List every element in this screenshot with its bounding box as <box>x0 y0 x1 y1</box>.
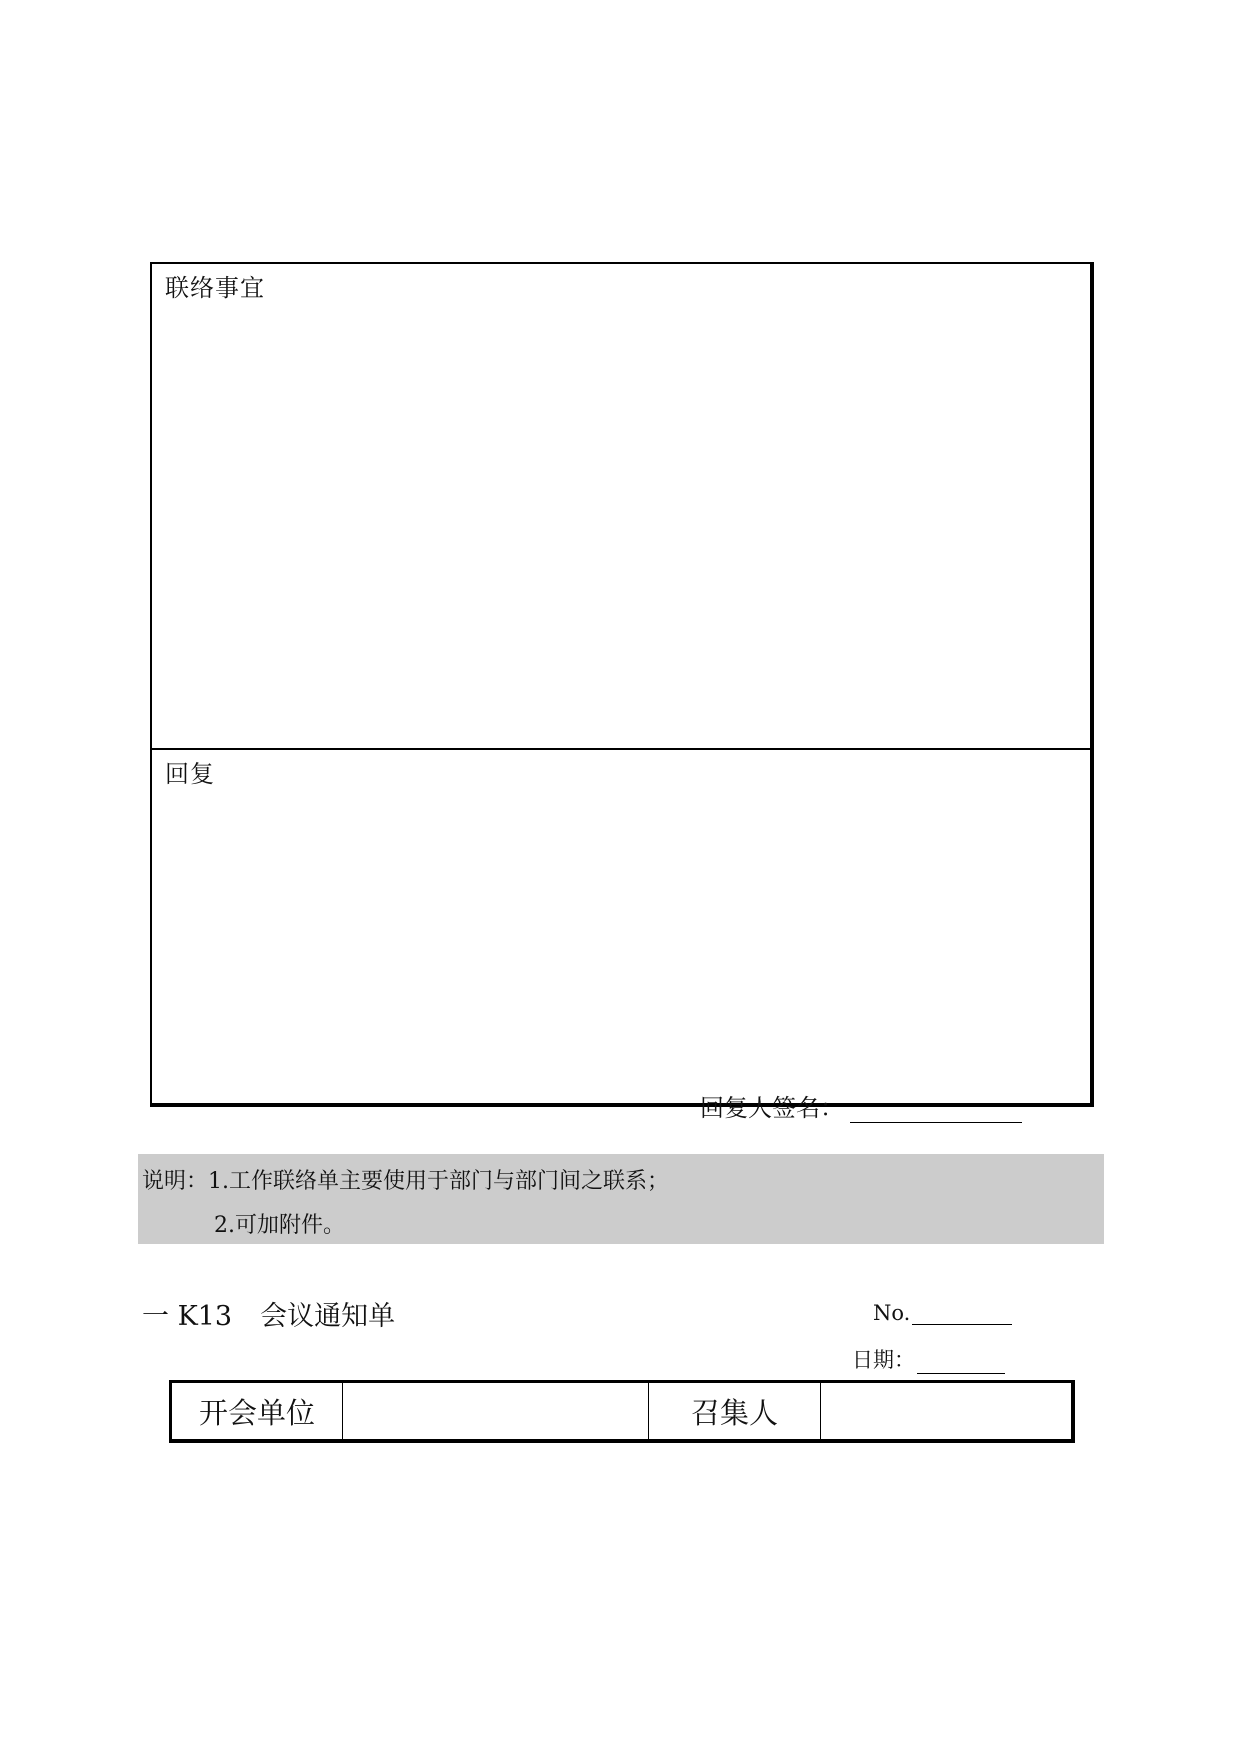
meeting-unit-label: 开会单位 <box>172 1383 343 1439</box>
reply-label: 回复 <box>165 760 215 788</box>
reply-section[interactable] <box>152 750 1090 1122</box>
meeting-unit-input[interactable] <box>343 1383 649 1439</box>
contact-form-box <box>150 262 1094 1122</box>
note-line-1: 说明：1.工作联络单主要使用于部门与部门间之联系； <box>142 1169 669 1194</box>
notes-box <box>138 1154 1104 1244</box>
reply-signature-label: 回复人签名： <box>700 1094 844 1122</box>
form-title-text: 会议通知单 <box>260 1301 396 1332</box>
reply-signature-row <box>700 1088 1022 1123</box>
convener-input[interactable] <box>821 1383 1071 1439</box>
contact-matters-label: 联络事宜 <box>165 274 265 302</box>
no-label: No. <box>873 1301 911 1325</box>
note-line-2: 2.可加附件。 <box>214 1213 345 1238</box>
form-code: 一 K13 <box>142 1301 233 1332</box>
date-label: 日期： <box>852 1348 915 1372</box>
contact-matters-section[interactable] <box>152 264 1090 750</box>
no-field <box>873 1300 1012 1325</box>
date-field <box>852 1344 1005 1374</box>
meeting-table <box>169 1380 1075 1443</box>
no-input[interactable] <box>912 1300 1012 1325</box>
meeting-notice-title <box>142 1294 395 1333</box>
reply-signature-field[interactable] <box>850 1096 1022 1123</box>
convener-label: 召集人 <box>649 1383 821 1439</box>
date-input[interactable] <box>917 1349 1005 1374</box>
